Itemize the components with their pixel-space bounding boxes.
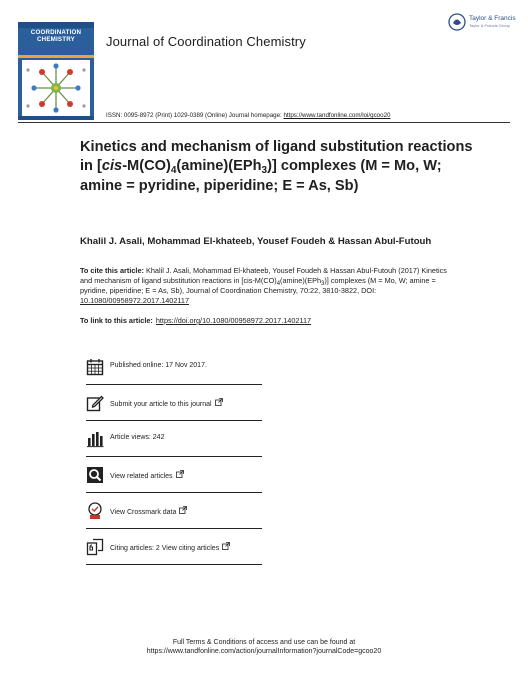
published-online-label: Published online: 17 Nov 2017.	[110, 362, 207, 369]
published-online-row	[86, 358, 262, 386]
related-articles-link[interactable]	[110, 470, 184, 480]
cover-title-line1: COORDINATION	[30, 29, 82, 36]
row-divider	[86, 528, 262, 529]
article-title	[80, 138, 480, 196]
cover-title-line2: CHEMISTRY	[36, 36, 75, 43]
citation-text-2: (amine)(EPh	[280, 276, 322, 286]
cover-molecule-image	[22, 60, 90, 116]
row-divider	[86, 564, 262, 565]
article-doi-url[interactable]: https://doi.org/10.1080/00958972.2017.1402117	[155, 316, 312, 325]
related-articles-row[interactable]	[86, 466, 262, 494]
citation-text-1: Khalil J. Asali, Mohammad El-khateeb, Yousef Foudeh & Hassan Abul-Futouh (2017) Kinetics and mechanism of ligand substitution reactions in [cis-M(CO)	[80, 266, 447, 286]
row-divider	[86, 456, 262, 457]
citation-subscript-3: 3	[321, 281, 325, 288]
citation-subscript-4: 4	[276, 281, 281, 288]
issn-line	[106, 112, 390, 119]
row-divider	[86, 420, 262, 421]
title-subscript-3: 3	[261, 165, 268, 177]
issn-text: ISSN: 0095-8972 (Print) 1029-0389 (Online) Journal homepage:	[106, 112, 284, 119]
article-views-row	[86, 430, 262, 458]
article-views-label: Article views: 242	[110, 434, 165, 441]
cover-title	[18, 29, 94, 43]
title-part-2: -M(CO)	[122, 158, 171, 175]
row-divider	[86, 384, 262, 385]
cover-top-band	[18, 22, 94, 28]
citation-text-3: )] complexes (M = Mo, W; amine = pyridine, piperidine; E = As, Sb), Journal of Coordination Chemistry, 70:22, 3810-3822, DOI:	[80, 276, 436, 296]
terms-footer	[0, 638, 528, 656]
external-link-icon	[176, 470, 184, 478]
crossmark-label: View Crossmark data	[110, 509, 177, 516]
related-articles-label: View related articles	[110, 473, 173, 480]
cover-bottom-band	[18, 116, 94, 120]
external-link-icon	[179, 506, 187, 514]
pencil-icon	[86, 394, 104, 412]
journal-cover	[18, 22, 94, 120]
terms-footer-url[interactable]: https://www.tandfonline.com/action/journalInformation?journalCode=gcoo20	[146, 648, 382, 655]
title-part-3: (amine)(EPh	[176, 158, 262, 175]
publisher-logo[interactable]	[448, 12, 518, 36]
citation-doi-link[interactable]: 10.1080/00958972.2017.1402117	[80, 296, 190, 306]
cover-accent-band	[18, 55, 94, 58]
submit-article-label: Submit your article to this journal	[110, 401, 212, 408]
bar-chart-icon	[86, 430, 104, 448]
external-link-icon	[215, 398, 223, 406]
citing-articles-icon	[86, 538, 104, 556]
crossmark-row[interactable]	[86, 502, 262, 530]
citing-articles-link[interactable]	[110, 542, 230, 552]
terms-footer-line1: Full Terms & Conditions of access and use can be found at	[172, 639, 356, 646]
submit-article-row[interactable]	[86, 394, 262, 422]
publisher-name: Taylor & Francis	[469, 15, 516, 22]
row-divider	[86, 492, 262, 493]
molecule-illustration	[22, 60, 90, 116]
journal-homepage-link[interactable]: https://www.tandfonline.com/loi/gcoo20	[283, 112, 391, 119]
link-to-label: To link to this article:	[80, 316, 153, 325]
title-cis: cis	[101, 158, 123, 175]
header-divider	[18, 122, 510, 123]
citing-articles-row[interactable]	[86, 538, 262, 566]
article-authors: Khalil J. Asali, Mohammad El-khateeb, Yousef Foudeh & Hassan Abul-Futouh	[80, 236, 432, 247]
publisher-tagline: Taylor & Francis Group	[469, 23, 510, 28]
crossmark-link[interactable]	[110, 506, 187, 516]
calendar-icon	[86, 358, 104, 376]
journal-name: Journal of Coordination Chemistry	[106, 34, 306, 49]
external-link-icon	[222, 542, 230, 550]
citation-label: To cite this article:	[80, 266, 144, 275]
search-document-icon	[86, 466, 104, 484]
submit-article-link[interactable]	[110, 398, 223, 408]
taylor-francis-logo-icon	[448, 13, 466, 31]
title-subscript-4: 4	[170, 165, 177, 177]
title-part-1: Kinetics and mechanism of ligand substitution reactions in [	[80, 139, 473, 175]
citing-articles-label: Citing articles: 2 View citing articles	[110, 545, 220, 552]
link-to-article	[80, 316, 311, 325]
citation-block	[80, 266, 450, 306]
crossmark-icon	[86, 502, 104, 520]
title-part-4: )] complexes (M = Mo, W; amine = pyridine, piperidine; E = As, Sb)	[80, 158, 442, 194]
